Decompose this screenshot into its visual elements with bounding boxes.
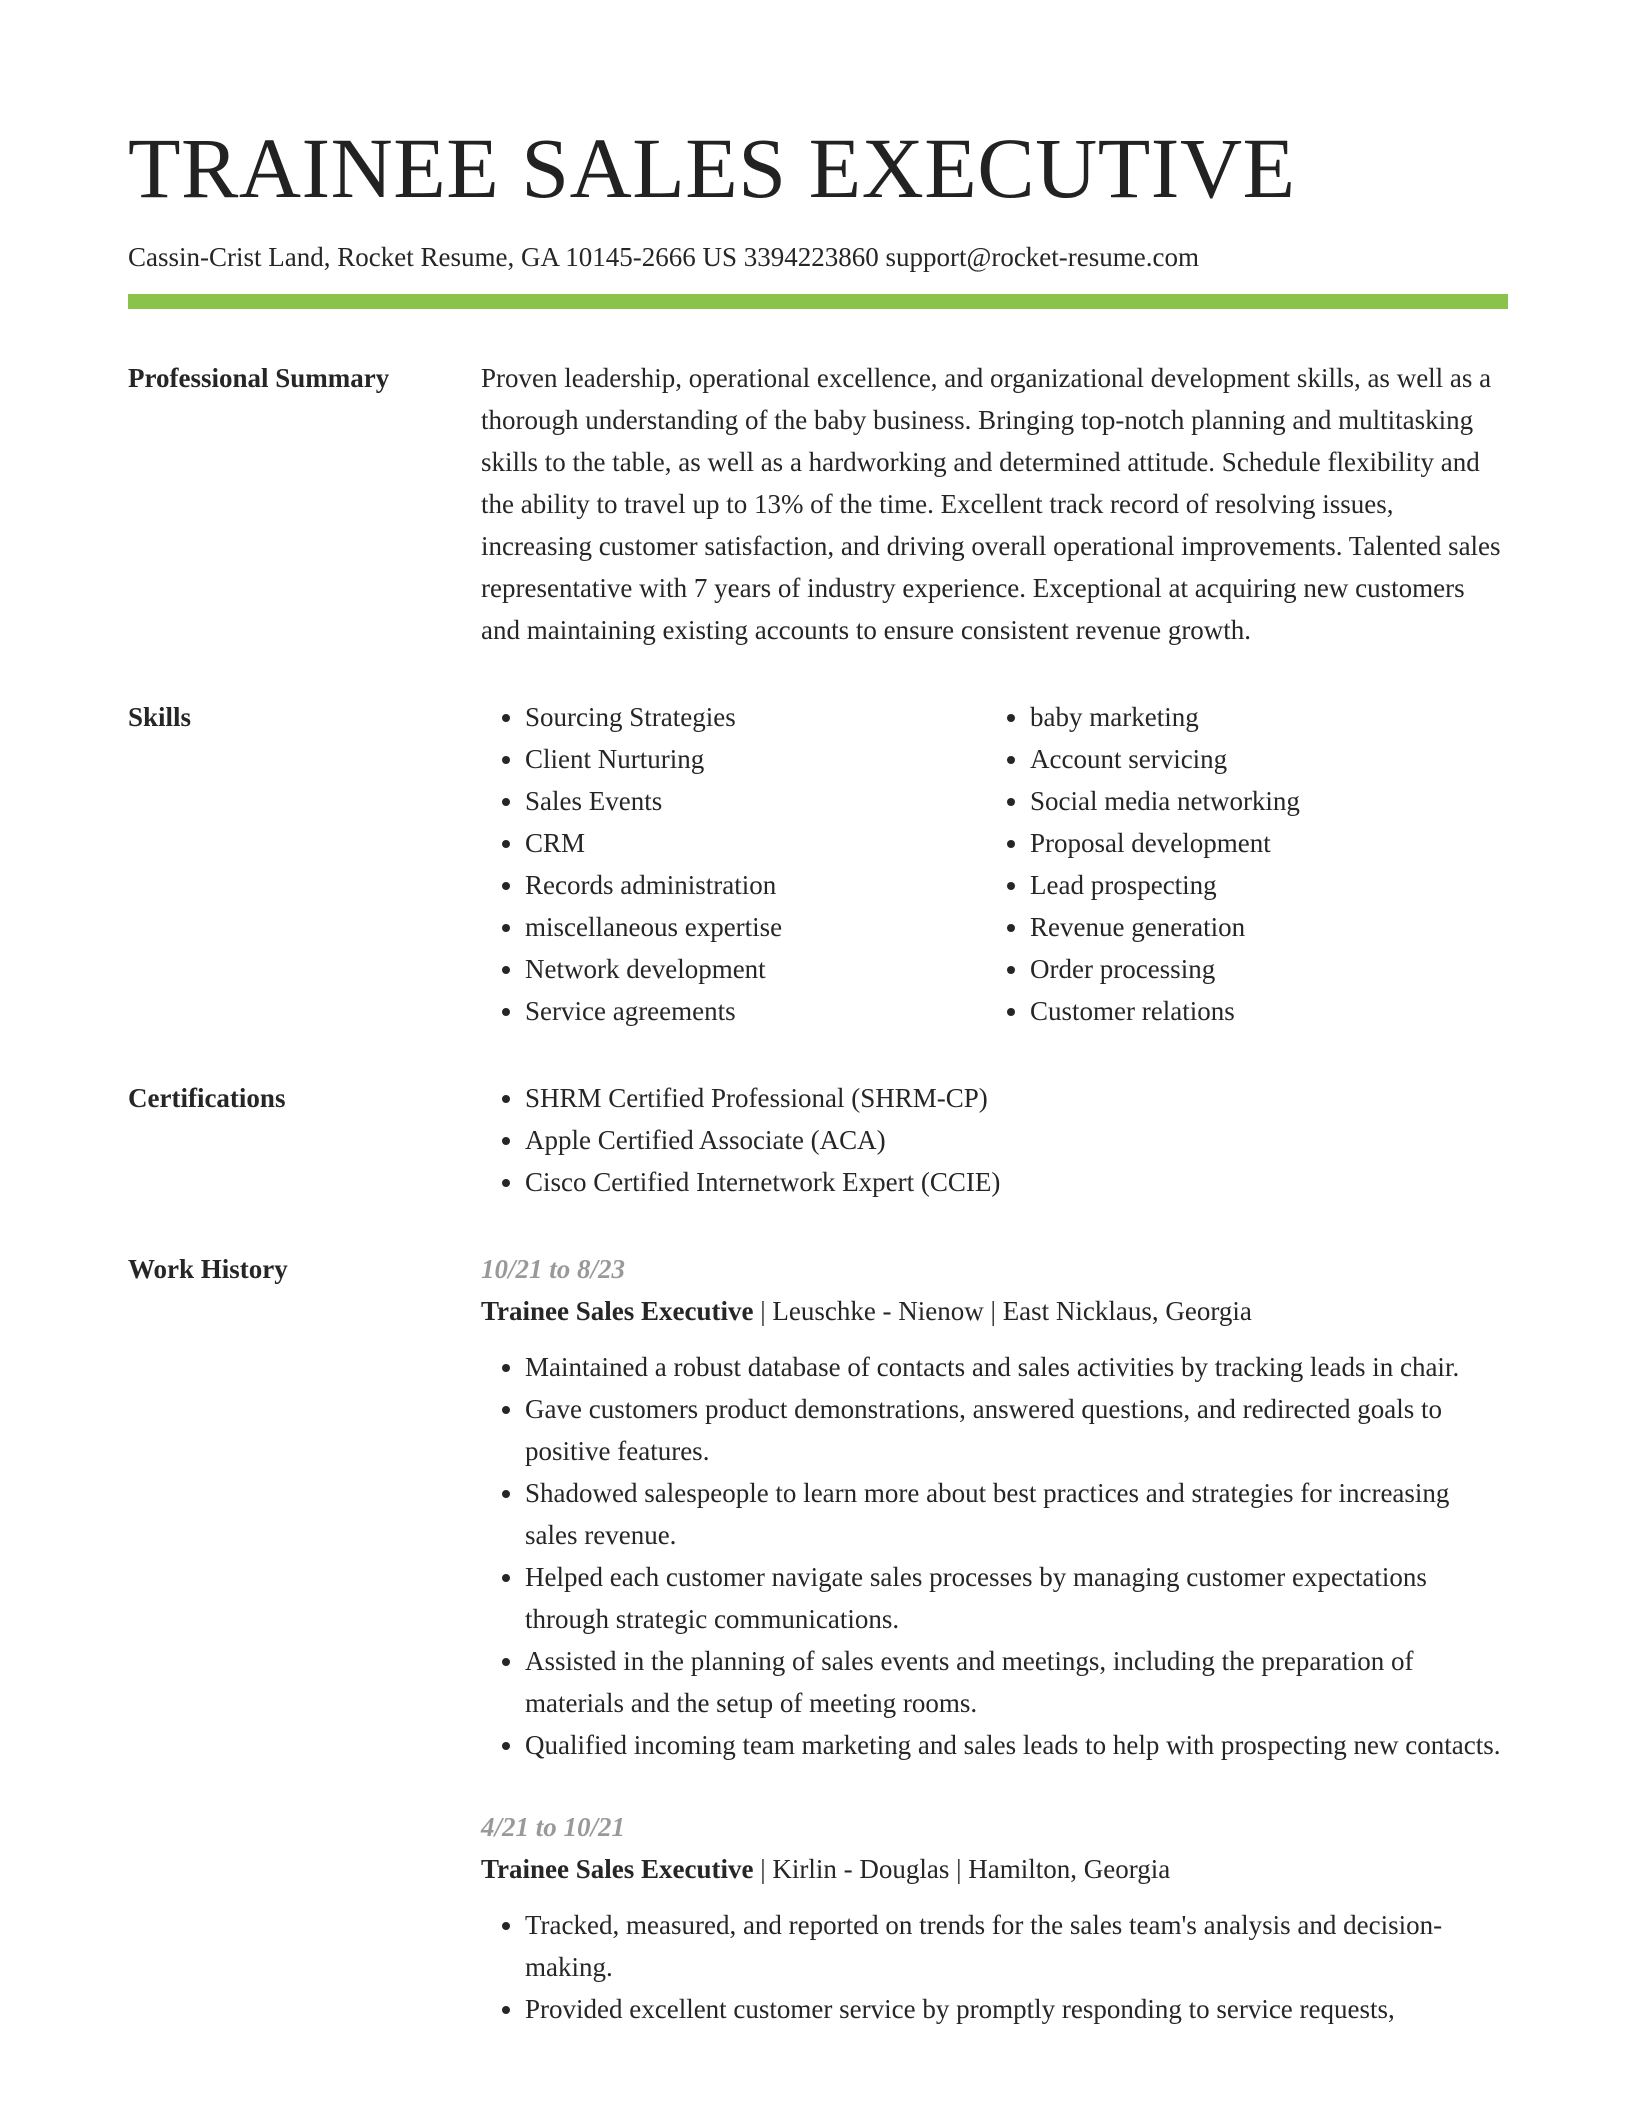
skill-item: • baby marketing bbox=[1030, 696, 1508, 738]
job-title: Trainee Sales Executive bbox=[481, 1296, 754, 1326]
job-bullet: • Qualified incoming team marketing and sales leads to help with prospecting new contacts. bbox=[525, 1724, 1508, 1766]
skills-list-left bbox=[481, 696, 986, 1032]
work-history-heading: Work History bbox=[128, 1254, 288, 1284]
skill-item: • Sales Events bbox=[525, 780, 986, 822]
job-bullet: • Maintained a robust database of contacts and sales activities by tracking leads in chair. bbox=[525, 1346, 1508, 1388]
certification-item: • SHRM Certified Professional (SHRM-CP) bbox=[525, 1077, 1508, 1119]
job-entry bbox=[481, 1806, 1508, 2030]
work-history-section bbox=[128, 1248, 1508, 2070]
accent-divider bbox=[128, 294, 1508, 309]
skill-item: • Service agreements bbox=[525, 990, 986, 1032]
job-bullet: • Shadowed salespeople to learn more about best practices and strategies for increasing sales revenue. bbox=[525, 1472, 1508, 1556]
summary-heading: Professional Summary bbox=[128, 363, 390, 393]
job-details: | Leuschke - Nienow | East Nicklaus, Georgia bbox=[753, 1296, 1252, 1326]
summary-body bbox=[481, 357, 1508, 651]
job-details: | Kirlin - Douglas | Hamilton, Georgia bbox=[753, 1854, 1171, 1884]
skills-section bbox=[128, 696, 1508, 1032]
work-history-body bbox=[481, 1248, 1508, 2070]
job-bullets bbox=[481, 1346, 1508, 1766]
skills-grid bbox=[481, 696, 1508, 1032]
skill-item: • Social media networking bbox=[1030, 780, 1508, 822]
skill-item: • miscellaneous expertise bbox=[525, 906, 986, 948]
summary-text: Proven leadership, operational excellence, and organizational development skills, as well as a thorough understanding of the baby business. Bringing top-notch planning and multitasking skills to the table, as well as a hardworking and determined attitude. Schedule flexibility and the ability to travel up to 13% of the time. Excellent track record of resolving issues, increasing customer satisfaction, and driving overall operational improvements. Talented sales representative with 7 years of industry experience. Exceptional at acquiring new customers and maintaining existing accounts to ensure consistent revenue growth. bbox=[481, 363, 1501, 645]
skill-item: • Order processing bbox=[1030, 948, 1508, 990]
skill-item: • Account servicing bbox=[1030, 738, 1508, 780]
skill-item: • CRM bbox=[525, 822, 986, 864]
job-header bbox=[481, 1848, 1508, 1890]
skill-item: • Client Nurturing bbox=[525, 738, 986, 780]
certifications-list bbox=[481, 1077, 1508, 1203]
certifications-body bbox=[481, 1077, 1508, 1203]
summary-section bbox=[128, 357, 1508, 651]
resume-title: TRAINEE SALES EXECUTIVE bbox=[128, 120, 1296, 216]
job-dates: 4/21 to 10/21 bbox=[481, 1812, 626, 1842]
contact-info: Cassin-Crist Land, Rocket Resume, GA 10145-2666 US 3394223860 support@rocket-resume.com bbox=[128, 242, 1199, 272]
job-title: Trainee Sales Executive bbox=[481, 1854, 754, 1884]
job-bullet: • Helped each customer navigate sales processes by managing customer expectations through strategic communications. bbox=[525, 1556, 1508, 1640]
skills-heading: Skills bbox=[128, 702, 192, 732]
job-bullet: • Tracked, measured, and reported on trends for the sales team's analysis and decision-making. bbox=[525, 1904, 1508, 1988]
resume-page bbox=[128, 0, 1508, 2070]
job-entry bbox=[481, 1248, 1508, 1766]
job-bullet: • Assisted in the planning of sales events and meetings, including the preparation of materials and the setup of meeting rooms. bbox=[525, 1640, 1508, 1724]
job-bullets bbox=[481, 1904, 1508, 2030]
certification-item: • Cisco Certified Internetwork Expert (CCIE) bbox=[525, 1161, 1508, 1203]
skill-item: • Sourcing Strategies bbox=[525, 696, 986, 738]
skills-list-right bbox=[986, 696, 1508, 1032]
skill-item: • Revenue generation bbox=[1030, 906, 1508, 948]
job-dates: 10/21 to 8/23 bbox=[481, 1254, 626, 1284]
skill-item: • Lead prospecting bbox=[1030, 864, 1508, 906]
skill-item: • Proposal development bbox=[1030, 822, 1508, 864]
certifications-heading: Certifications bbox=[128, 1083, 286, 1113]
certification-item: • Apple Certified Associate (ACA) bbox=[525, 1119, 1508, 1161]
skill-item: • Network development bbox=[525, 948, 986, 990]
certifications-section bbox=[128, 1077, 1508, 1203]
skill-item: • Records administration bbox=[525, 864, 986, 906]
skill-item: • Customer relations bbox=[1030, 990, 1508, 1032]
job-bullet: • Gave customers product demonstrations, answered questions, and redirected goals to positive features. bbox=[525, 1388, 1508, 1472]
job-bullet: • Provided excellent customer service by promptly responding to service requests, bbox=[525, 1988, 1508, 2030]
job-header bbox=[481, 1290, 1508, 1332]
